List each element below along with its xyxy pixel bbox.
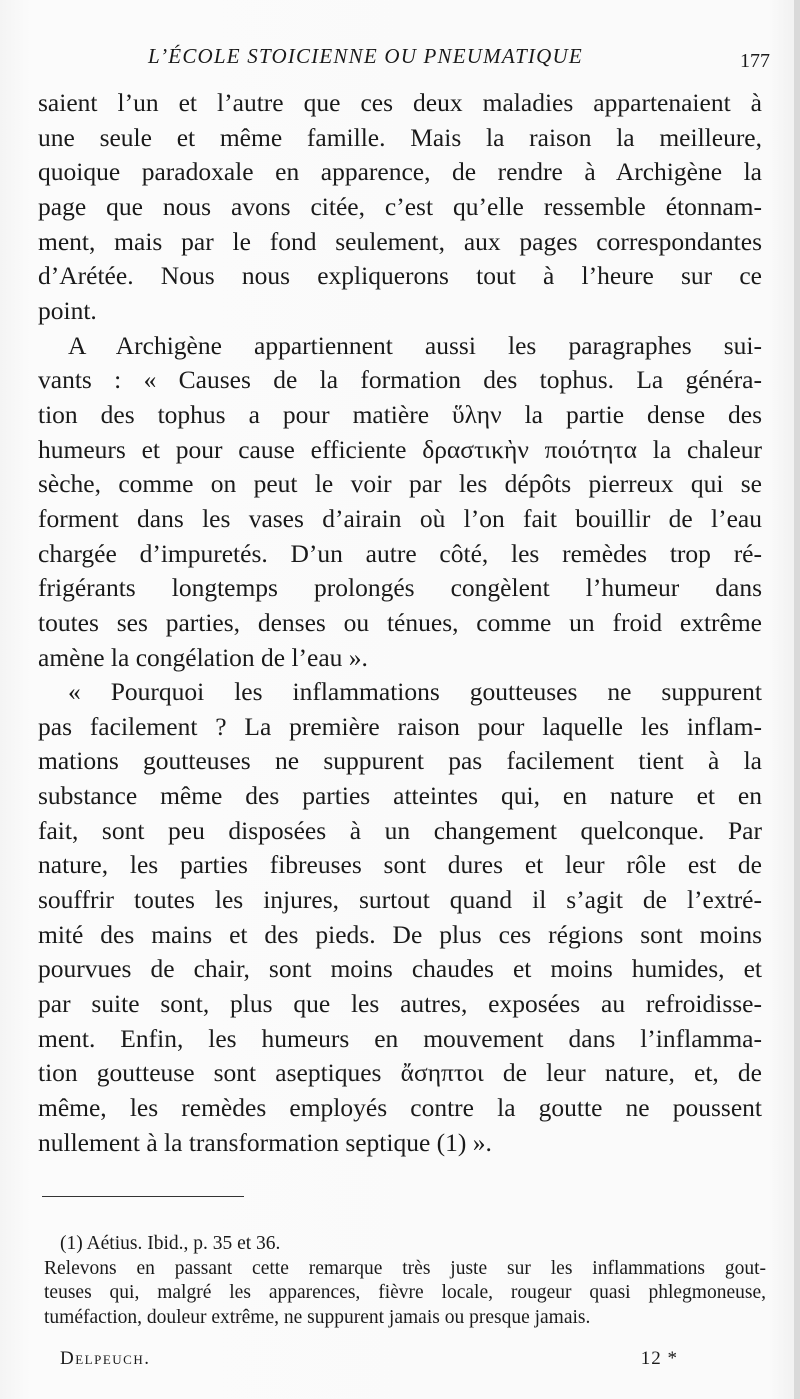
body-line: d’Arétée. Nous nous expliquerons tout à l’heure sur ce	[38, 261, 762, 291]
body-line: ment, mais par le fond seulement, aux pages correspondantes	[38, 226, 762, 256]
body-line: nullement à la transformation septique (1) ».	[38, 1127, 492, 1157]
body-line: pas facilement ? La première raison pour laquelle les inflam-	[38, 711, 762, 741]
body-line: sèche, comme on peut le voir par les dépôts pierreux qui se	[38, 469, 762, 499]
body-line: amène la congélation de l’eau ».	[38, 642, 368, 672]
body-line: mations goutteuses ne suppurent pas facilement tient à la	[38, 746, 762, 776]
page-edge-shadow	[794, 0, 800, 1399]
footnote-line: tuméfaction, douleur extrême, ne suppurent jamais ou presque jamais.	[44, 1306, 591, 1328]
body-line: souffrir toutes les injures, surtout quand il s’agit de l’extré-	[38, 885, 762, 915]
body-line: forment dans les vases d’airain où l’on fait bouillir de l’eau	[38, 503, 762, 533]
body-line: « Pourquoi les inflammations goutteuses ne suppurent	[68, 677, 762, 707]
body-line: quoique paradoxale en apparence, de rendre à Archigène la	[38, 157, 762, 187]
footnote-1: (1) Aétius. Ibid., p. 35 et 36.	[60, 1233, 281, 1254]
body-line: ment. Enfin, les humeurs en mouvement dans l’inflamma-	[38, 1023, 762, 1053]
body-line: pourvues de chair, sont moins chaudes et moins humides, et	[38, 954, 762, 984]
page-header	[40, 44, 770, 78]
printer-signature	[60, 1348, 678, 1376]
body-line: saient l’un et l’autre que ces deux maladies appartenaient à	[38, 88, 762, 117]
body-line: nature, les parties fibreuses sont dures et leur rôle est de	[38, 850, 762, 880]
body-text	[38, 86, 762, 1160]
footnotes	[44, 1232, 766, 1330]
body-line: chargée d’impuretés. D’un autre côté, les remèdes trop ré-	[38, 538, 762, 568]
body-line: page que nous avons citée, c’est qu’elle ressemble étonnam-	[38, 191, 762, 221]
body-line: toutes ses parties, denses ou ténues, comme un froid extrême	[38, 607, 762, 637]
body-line: A Archigène appartiennent aussi les paragraphes sui-	[68, 330, 762, 360]
body-line: tion goutteuse sont aseptiques ἄσηπτοι de leur nature, et, de	[38, 1058, 762, 1088]
footnote-line: teuses qui, malgré les apparences, fièvre locale, rougeur quasi phlegmoneuse,	[44, 1282, 766, 1303]
body-line: par suite sont, plus que les autres, exposées au refroidisse-	[38, 989, 762, 1019]
body-line: frigérants longtemps prolongés congèlent l’humeur dans	[38, 573, 762, 603]
page-number: 177	[740, 50, 770, 72]
running-title: L’ÉCOLE STOICIENNE OU PNEUMATIQUE	[148, 44, 583, 68]
footnote-line: Relevons en passant cette remarque très juste sur les inflammations gout-	[44, 1257, 766, 1279]
body-line: même, les remèdes employés contre la goutte ne poussent	[38, 1093, 762, 1123]
body-line: humeurs et pour cause efficiente δραστικὴν ποιότητα la chaleur	[38, 434, 762, 464]
body-line: fait, sont peu disposées à un changement quelconque. Par	[38, 815, 762, 845]
body-line: point.	[38, 295, 97, 325]
author-signature: Delpeuch.	[60, 1348, 151, 1369]
body-line: tion des tophus a pour matière ὕλην la partie dense des	[38, 399, 762, 429]
body-line: une seule et même famille. Mais la raison la meilleure,	[38, 122, 762, 152]
sheet-mark: 12 *	[640, 1348, 678, 1369]
body-line: substance même des parties atteintes qui, en nature et en	[38, 781, 762, 811]
body-line: vants : « Causes de la formation des tophus. La généra-	[38, 365, 762, 395]
body-line: mité des mains et des pieds. De plus ces régions sont moins	[38, 919, 762, 949]
footnote-divider	[42, 1196, 244, 1197]
